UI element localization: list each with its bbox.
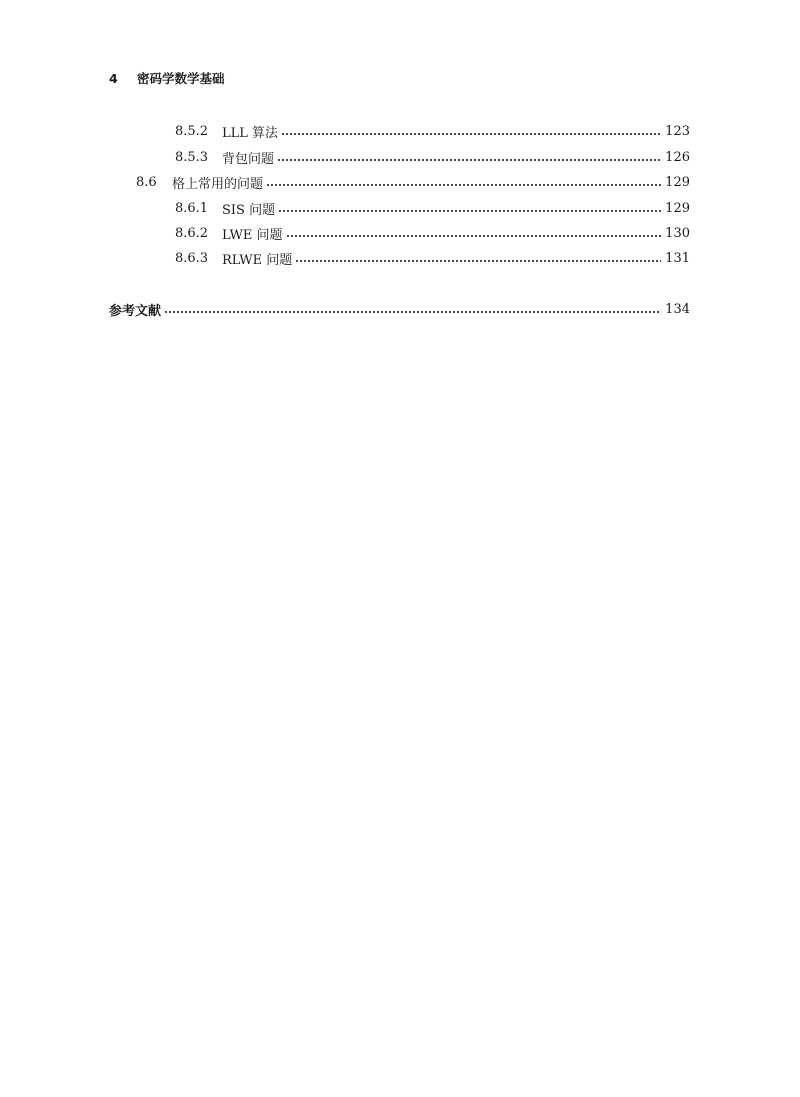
toc-entry-page: 134 xyxy=(665,301,690,317)
toc-entry-page: 129 xyxy=(665,174,690,190)
dot-leader xyxy=(286,224,662,242)
dot-leader xyxy=(164,300,661,318)
dot-leader xyxy=(277,148,661,166)
toc-entry[interactable] xyxy=(175,249,690,267)
running-header xyxy=(109,69,225,87)
toc-entry-page: 131 xyxy=(665,250,690,266)
toc-entry-number: 8.5.3 xyxy=(175,149,209,165)
toc-entry-number: 8.6.1 xyxy=(175,200,209,216)
toc-entry-title: LWE 问题 xyxy=(222,227,283,243)
header-page-number: 4 xyxy=(109,70,118,86)
toc-entry-page: 130 xyxy=(665,225,690,241)
toc-entry-title: RLWE 问题 xyxy=(222,252,293,268)
dot-leader xyxy=(266,173,661,191)
dot-leader xyxy=(278,199,661,217)
toc-entry[interactable] xyxy=(175,224,690,242)
toc-entry-title: 格上常用的问题 xyxy=(172,176,264,192)
toc-entry-number: 8.6.3 xyxy=(175,250,209,266)
dot-leader xyxy=(281,122,661,140)
toc-entry-page: 129 xyxy=(665,200,690,216)
toc-entry[interactable] xyxy=(175,122,690,140)
toc-entry-title: LLL 算法 xyxy=(222,125,279,141)
toc-entry-number: 8.5.2 xyxy=(175,123,209,139)
toc-entry-page: 123 xyxy=(665,123,690,139)
toc-entry-number: 8.6.2 xyxy=(175,225,209,241)
toc-entry-title: 参考文献 xyxy=(109,303,162,319)
toc-entry[interactable] xyxy=(175,148,690,166)
toc-entry-page: 126 xyxy=(665,149,690,165)
toc-entry[interactable] xyxy=(175,199,690,217)
toc-entry[interactable] xyxy=(136,173,690,191)
toc-entry-title: SIS 问题 xyxy=(222,202,276,218)
toc-entry-bibliography[interactable] xyxy=(109,300,690,318)
toc-entry-title: 背包问题 xyxy=(222,151,275,167)
header-book-title: 密码学数学基础 xyxy=(137,71,225,86)
toc-entry-number: 8.6 xyxy=(136,174,157,190)
dot-leader xyxy=(295,249,661,267)
